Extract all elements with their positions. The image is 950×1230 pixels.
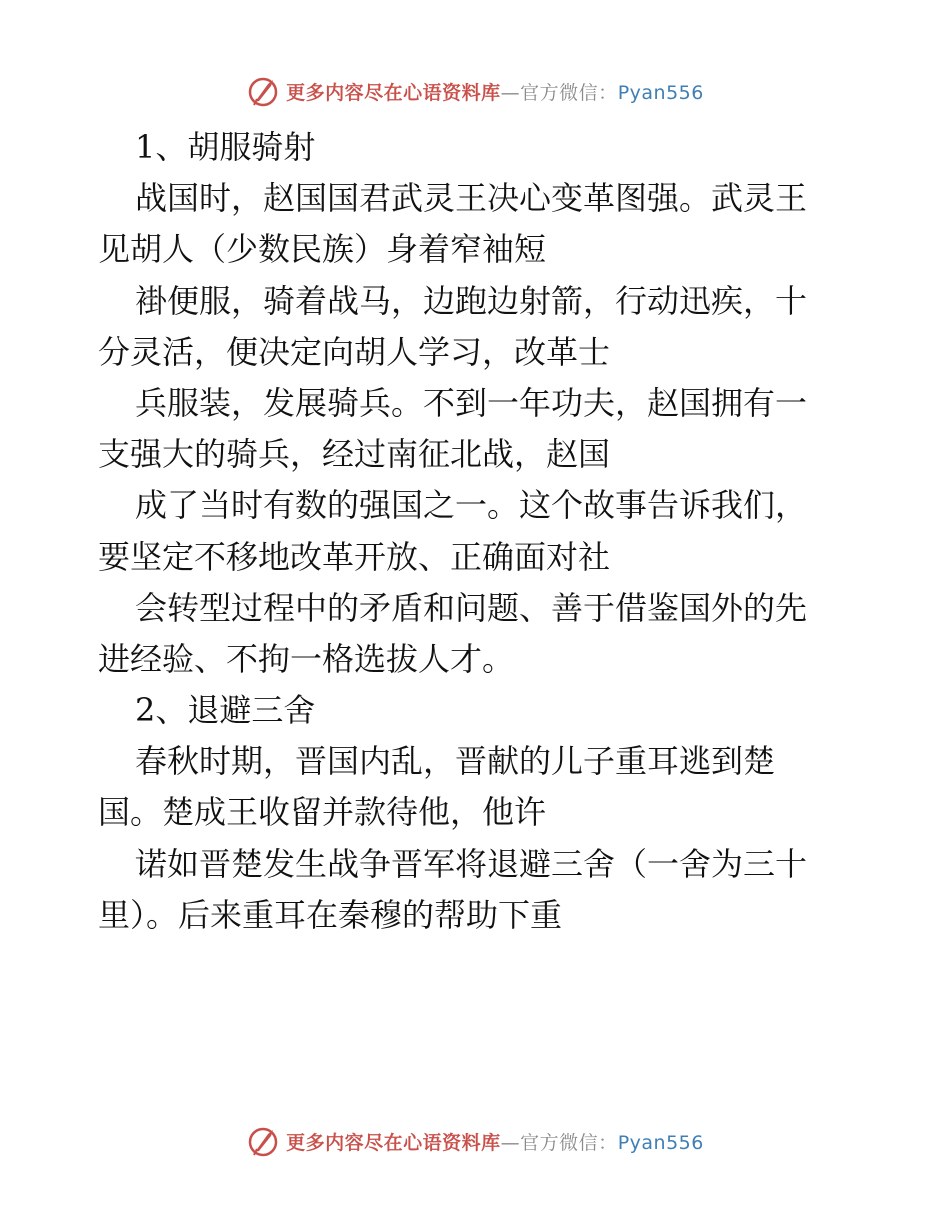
paragraph-line: 成了当时有数的强国之一。这个故事告诉我们， <box>135 486 808 525</box>
header-banner <box>0 71 950 111</box>
banner-gray-text: 官方微信： <box>520 81 618 104</box>
banner-red-text: 更多内容尽在心语资料库 <box>286 1131 501 1154</box>
quill-pen-logo-icon <box>246 74 280 108</box>
banner-dash: — <box>500 81 521 104</box>
banner-text <box>286 78 704 105</box>
paragraph-line: 见胡人（少数民族）身着窄袖短 <box>98 230 547 269</box>
footer-banner <box>0 1121 950 1161</box>
paragraph-line: 兵服装，发展骑兵。不到一年功夫，赵国拥有一 <box>135 383 808 422</box>
paragraph-line: 支强大的骑兵，经过南征北战，赵国 <box>98 435 611 474</box>
banner-red-text: 更多内容尽在心语资料库 <box>286 81 501 104</box>
paragraph-line: 褂便服，骑着战马，边跑边射箭，行动迅疾，十 <box>135 281 808 320</box>
heading-2: 2、退避三舍 <box>135 691 316 730</box>
paragraph-line: 诺如晋楚发生战争晋军将退避三舍（一舍为三十 <box>135 844 808 883</box>
quill-pen-logo-icon <box>246 1124 280 1158</box>
paragraph-line: 分灵活，便决定向胡人学习，改革士 <box>98 332 611 371</box>
paragraph-line: 进经验、不拘一格选拔人才。 <box>98 639 515 678</box>
banner-dash: — <box>500 1131 521 1154</box>
heading-1: 1、胡服骑射 <box>135 128 316 166</box>
banner-text <box>286 1128 704 1155</box>
paragraph-line: 国。楚成王收留并款待他，他许 <box>98 793 547 832</box>
banner-gray-text: 官方微信： <box>520 1131 618 1154</box>
paragraph-line: 战国时，赵国国君武灵王决心变革图强。武灵王 <box>135 179 808 218</box>
banner-wechat-id: Pyan556 <box>617 81 704 104</box>
document-body <box>98 122 858 941</box>
banner-wechat-id: Pyan556 <box>617 1131 704 1154</box>
paragraph-line: 要坚定不移地改革开放、正确面对社 <box>98 537 611 576</box>
paragraph-line: 春秋时期，晋国内乱，晋献的儿子重耳逃到楚 <box>135 742 776 781</box>
paragraph-line: 会转型过程中的矛盾和问题、善于借鉴国外的先 <box>135 588 808 627</box>
paragraph-line: 里）。后来重耳在秦穆的帮助下重 <box>98 895 563 934</box>
